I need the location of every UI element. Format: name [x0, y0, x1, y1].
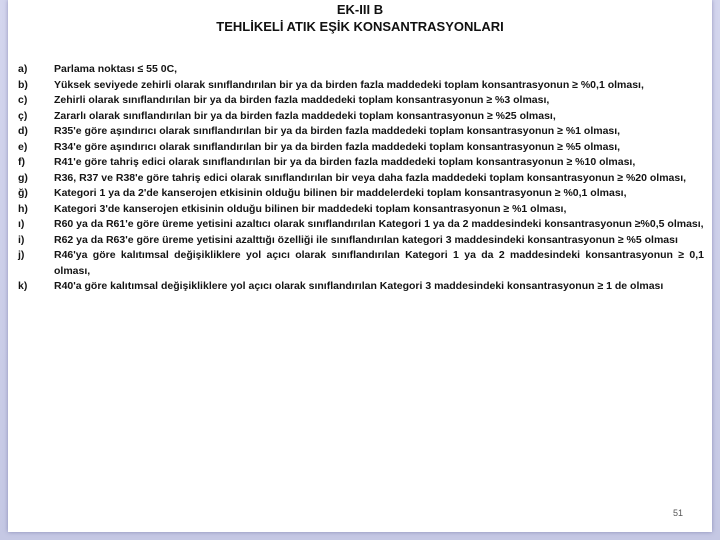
document-page: [8, 0, 712, 532]
item-marker: k): [18, 280, 28, 292]
list-item: [18, 171, 704, 187]
list-item: [18, 202, 704, 218]
item-marker: f): [18, 156, 25, 168]
page-number: 51: [672, 508, 683, 518]
item-text: R34'e göre aşındırıcı olarak sınıflandırılan bir ya da birden fazla maddedeki toplam konsantrasyonun ≥ %5 olması,: [54, 140, 621, 153]
item-text: R46'ya göre kalıtımsal değişikliklere yol açıcı olarak sınıflandırılan Kategori 1 ya da 2 maddesindeki konsantrasyonun ≥ 0,1 olması,: [54, 249, 704, 277]
document-heading: [8, 2, 712, 36]
list-item: [18, 248, 704, 279]
list-item: [18, 155, 704, 171]
item-marker: b): [18, 78, 28, 91]
item-text: Yüksek seviyede zehirli olarak sınıflandırılan bir ya da birden fazla maddedeki toplam konsantrasyonun ≥ %0,1 olması,: [54, 78, 644, 91]
item-marker: ğ): [18, 187, 28, 199]
item-marker: ç): [18, 109, 28, 122]
item-marker: j): [18, 249, 25, 261]
item-text: R60 ya da R61'e göre üreme yetisini azaltıcı olarak sınıflandırılan Kategori 1 ya da 2 maddesindeki konsantrasyonun ≥%0,5 olması,: [54, 218, 704, 230]
list-item: [18, 124, 704, 140]
item-marker: ı): [18, 218, 25, 230]
item-marker: h): [18, 202, 28, 215]
item-text: R62 ya da R63'e göre üreme yetisini azalttığı özelliği ile sınıflandırılan kategori 3 maddesindeki konsantrasyonun ≥ %5 olması: [54, 233, 678, 246]
document-title: TEHLİKELİ ATIK EŞİK KONSANTRASYONLARI: [216, 19, 504, 34]
item-marker: d): [18, 125, 28, 137]
list-item: [18, 62, 704, 78]
item-text: Zararlı olarak sınıflandırılan bir ya da birden fazla maddedeki toplam konsantrasyonun ≥ %25 olması,: [54, 109, 556, 122]
item-marker: e): [18, 140, 28, 153]
annex-code: EK-III B: [336, 2, 384, 17]
item-marker: i): [18, 233, 25, 246]
item-text: R35'e göre aşındırıcı olarak sınıflandırılan bir ya da birden fazla maddedeki toplam konsantrasyonun ≥ %1 olması,: [54, 125, 621, 137]
item-text: Kategori 3'de kanserojen etkisinin olduğu bilinen bir maddedeki toplam konsantrasyonun ≥ %1 olması,: [54, 202, 567, 215]
list-item: [18, 78, 704, 94]
list-item: [18, 186, 704, 202]
item-text: R36, R37 ve R38'e göre tahriş edici olarak sınıflandırılan bir veya daha fazla maddedeki toplam konsantrasyonun ≥ %20 olması,: [54, 171, 687, 184]
item-marker: a): [18, 63, 28, 75]
item-text: Parlama noktası ≤ 55 0C,: [54, 63, 178, 75]
list-item: [18, 109, 704, 125]
list-item: [18, 93, 704, 109]
item-marker: c): [18, 94, 28, 106]
item-text: Zehirli olarak sınıflandırılan bir ya da birden fazla maddedeki toplam konsantrasyonun ≥ %3 olması,: [54, 94, 550, 106]
list-item: [18, 217, 704, 233]
item-marker: g): [18, 171, 28, 184]
list-item: [18, 233, 704, 249]
item-text: R41'e göre tahriş edici olarak sınıflandırılan bir ya da birden fazla maddedeki toplam konsantrasyonun ≥ %10 olması,: [54, 156, 636, 168]
item-text: Kategori 1 ya da 2'de kanserojen etkisinin olduğu bilinen bir maddelerdeki toplam konsantrasyonun ≥ %0,1 olması,: [54, 187, 627, 199]
threshold-list: [18, 62, 704, 295]
item-text: R40'a göre kalıtımsal değişikliklere yol açıcı olarak sınıflandırılan Kategori 3 maddesindeki konsantrasyonun ≥ 1 de olması: [54, 280, 664, 292]
list-item: [18, 279, 704, 295]
list-item: [18, 140, 704, 156]
